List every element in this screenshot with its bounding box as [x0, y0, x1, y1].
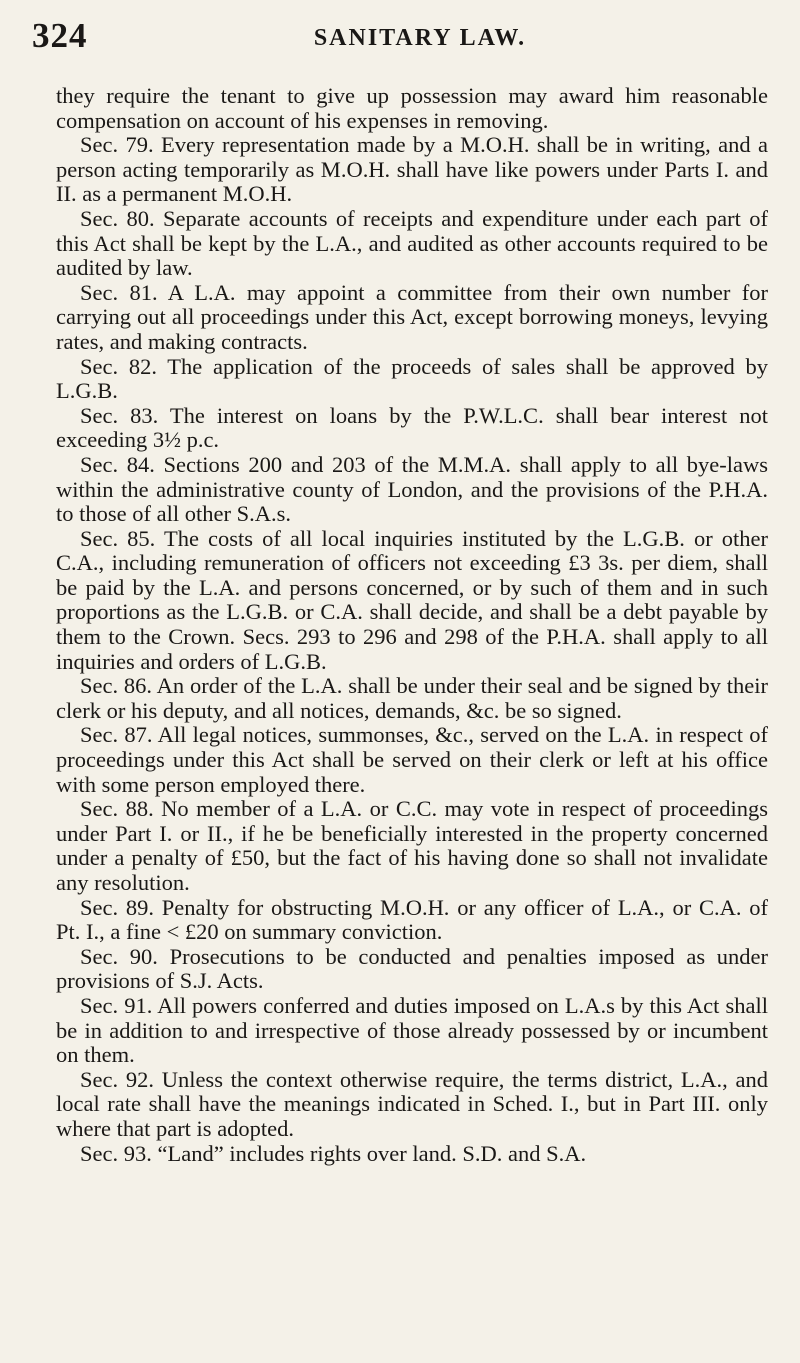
paragraph-sec-89: Sec. 89. Penalty for obstructing M.O.H. or any officer of L.A., or C.A. of Pt. I., a fine < £20 on summary conviction.	[56, 894, 768, 945]
page-header	[30, 14, 770, 58]
paragraph-sec-80: Sec. 80. Separate accounts of receipts and expenditure under each part of this Act shall be kept by the L.A., and audited as other accounts required to be audited by law.	[56, 205, 768, 281]
paragraph-sec-83: Sec. 83. The interest on loans by the P.W.L.C. shall bear interest not exceeding 3½ p.c.	[56, 402, 768, 453]
paragraph-sec-90: Sec. 90. Prosecutions to be conducted and penalties imposed as under provisions of S.J. Acts.	[56, 943, 768, 994]
paragraph-sec-86: Sec. 86. An order of the L.A. shall be under their seal and be signed by their clerk or his deputy, and all notices, demands, &c. be so signed.	[56, 673, 768, 723]
paragraph-sec-84: Sec. 84. Sections 200 and 203 of the M.M.A. shall apply to all bye-laws within the administrative county of London, and the provisions of the P.H.A. to those of all other S.A.s.	[56, 451, 768, 527]
paragraph-sec-88: Sec. 88. No member of a L.A. or C.C. may vote in respect of proceedings under Part I. or II., if he be beneficially interested in the property concerned under a penalty of £50, but the fact of his having done so shall not invalidate any resolution.	[56, 796, 768, 895]
page-number: 324	[32, 16, 88, 55]
running-head: SANITARY LAW.	[313, 25, 527, 51]
paragraph-sec-82: Sec. 82. The application of the proceeds of sales shall be approved by L.G.B.	[56, 353, 768, 404]
paragraph-sec-91: Sec. 91. All powers conferred and duties imposed on L.A.s by this Act shall be in addition to and irrespective of those already possessed by or incumbent on them.	[56, 992, 768, 1068]
paragraph-sec-85: Sec. 85. The costs of all local inquiries instituted by the L.G.B. or other C.A., including remuneration of officers not exceeding £3 3s. per diem, shall be paid by the L.A. and persons concerned, or by such of them and in such proportions as the L.G.B. or C.A. shall decide, and shall be a debt payable by them to the Crown. Secs. 293 to 296 and 298 of the P.H.A. shall apply to all inquiries and orders of L.G.B.	[56, 525, 768, 674]
paragraph-sec-92: Sec. 92. Unless the context otherwise require, the terms district, L.A., and local rate shall have the meanings indicated in Sched. I., but in Part III. only where that part is adopted.	[56, 1066, 768, 1141]
paragraph-sec-81: Sec. 81. A L.A. may appoint a committee from their own number for carrying out all proceedings under this Act, except borrowing moneys, levying rates, and making contracts.	[56, 279, 768, 354]
paragraph-sec-79: Sec. 79. Every representation made by a M.O.H. shall be in writing, and a person acting temporarily as M.O.H. shall have like powers under Parts I. and II. as a permanent M.O.H.	[56, 132, 768, 207]
paragraph-sec-87: Sec. 87. All legal notices, summonses, &c., served on the L.A. in respect of proceedings under this Act shall be served on their clerk or left at his office with some person employed there.	[56, 722, 768, 797]
paragraph-continuation: they require the tenant to give up possession may award him reasonable compensation on account of his expenses in removing.	[56, 83, 768, 133]
paragraph-sec-93: Sec. 93. “Land” includes rights over land. S.D. and S.A.	[80, 1140, 587, 1166]
page-body	[56, 84, 768, 1166]
